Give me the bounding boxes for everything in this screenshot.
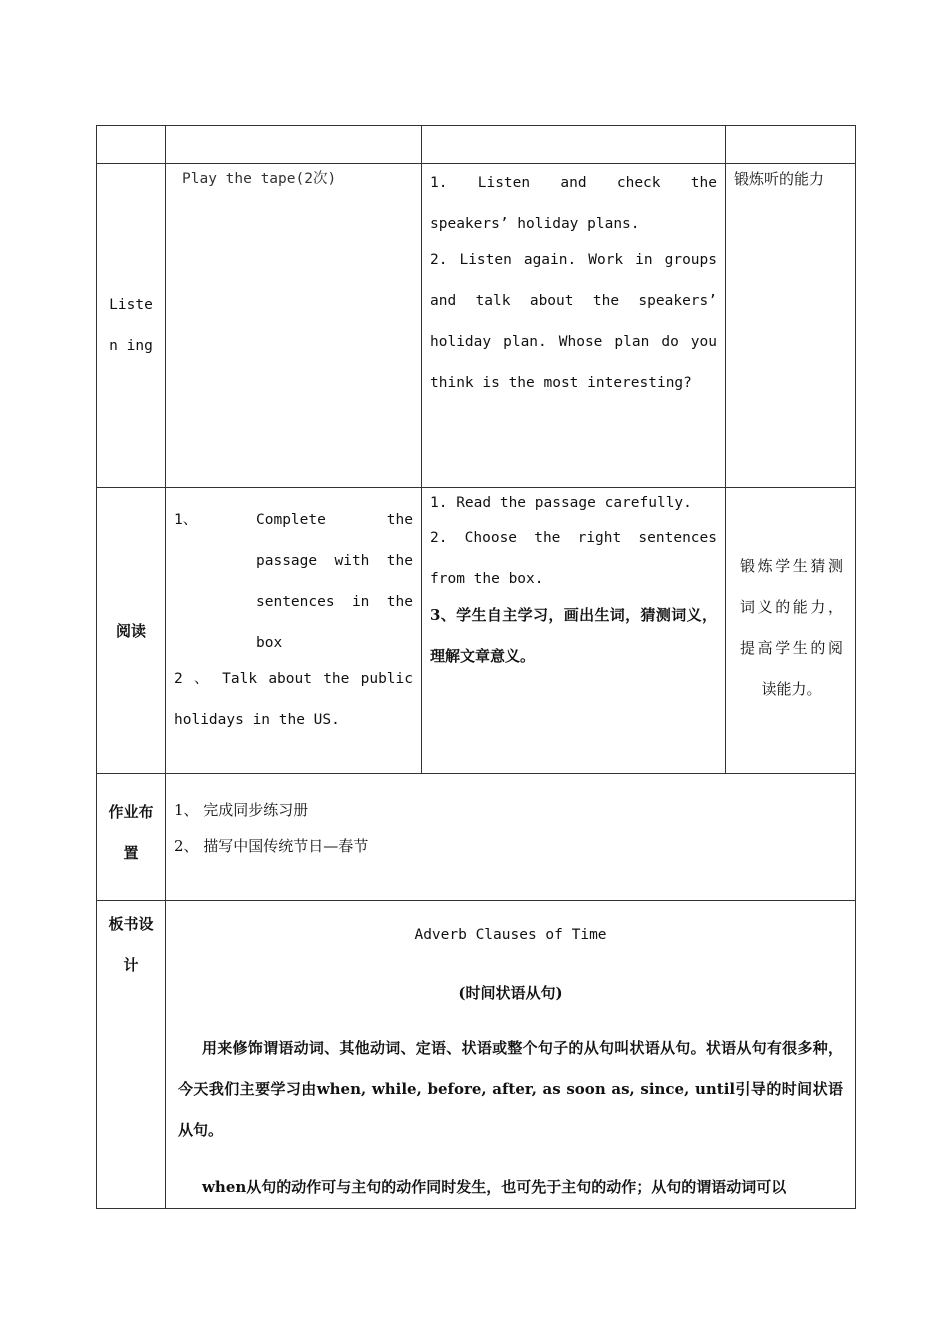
homework-label: 作业布置 [108, 803, 154, 862]
board-paragraph-2: when从句的动作可与主句的动作同时发生，也可先于主句的动作；从句的谓语动词可以 [202, 1178, 787, 1196]
reading-teacher-item-1 [174, 510, 413, 664]
listening-teacher-activity: Play the tape(2次) [182, 171, 337, 187]
reading-row [97, 488, 856, 774]
reading-teacher-item-1-text: Complete the passage with the sentences in the box [256, 512, 413, 651]
listening-student-activity-2: 2. Listen again. Work in groups and talk about the speakers’ holiday plan. Whose plan do you think is the most interesting? [430, 252, 717, 391]
empty-cell [166, 126, 422, 164]
board-design-label: 板书设计 [108, 915, 154, 974]
listening-purpose: 锻炼听的能力 [734, 170, 825, 188]
empty-cell [97, 126, 166, 164]
board-paragraph-1: 用来修饰谓语动词、其他动词、定语、状语或整个句子的从句叫状语从句。状语从句有很多种，今天我们主要学习由when, while, before, after, as soon as, since, until引导的时间状语从句。 [178, 1039, 843, 1139]
reading-purpose: 锻炼学生猜测词义的能力，提高学生的阅读能力。 [740, 557, 843, 698]
reading-teacher-item-1-number: 1、 [174, 512, 198, 528]
board-title: Adverb Clauses of Time [414, 927, 607, 943]
homework-row [97, 774, 856, 901]
header-row [97, 126, 856, 164]
lesson-plan-table [96, 125, 856, 1209]
listening-student-activity-1: 1. Listen and check the speakers’ holiday plans. [430, 175, 717, 232]
board-subtitle: (时间状语从句) [458, 984, 563, 1002]
listening-row [97, 164, 856, 488]
homework-item-1: 1、 完成同步练习册 [174, 801, 309, 819]
homework-item-2: 2、 描写中国传统节日—春节 [174, 837, 369, 855]
reading-student-activity-2: 2. Choose the right sentences from the box. [430, 530, 717, 587]
reading-student-activity-1: 1. Read the passage carefully. [430, 495, 692, 511]
board-design-row [97, 901, 856, 1209]
listening-label: Listen ing [109, 296, 153, 354]
reading-student-activity-3: 3、学生自主学习，画出生词，猜测词义，理解文章意义。 [430, 606, 717, 665]
empty-cell [422, 126, 726, 164]
reading-teacher-item-2: 2 、 Talk about the public holidays in the US. [174, 671, 413, 728]
empty-cell [726, 126, 856, 164]
reading-label: 阅读 [115, 622, 146, 640]
